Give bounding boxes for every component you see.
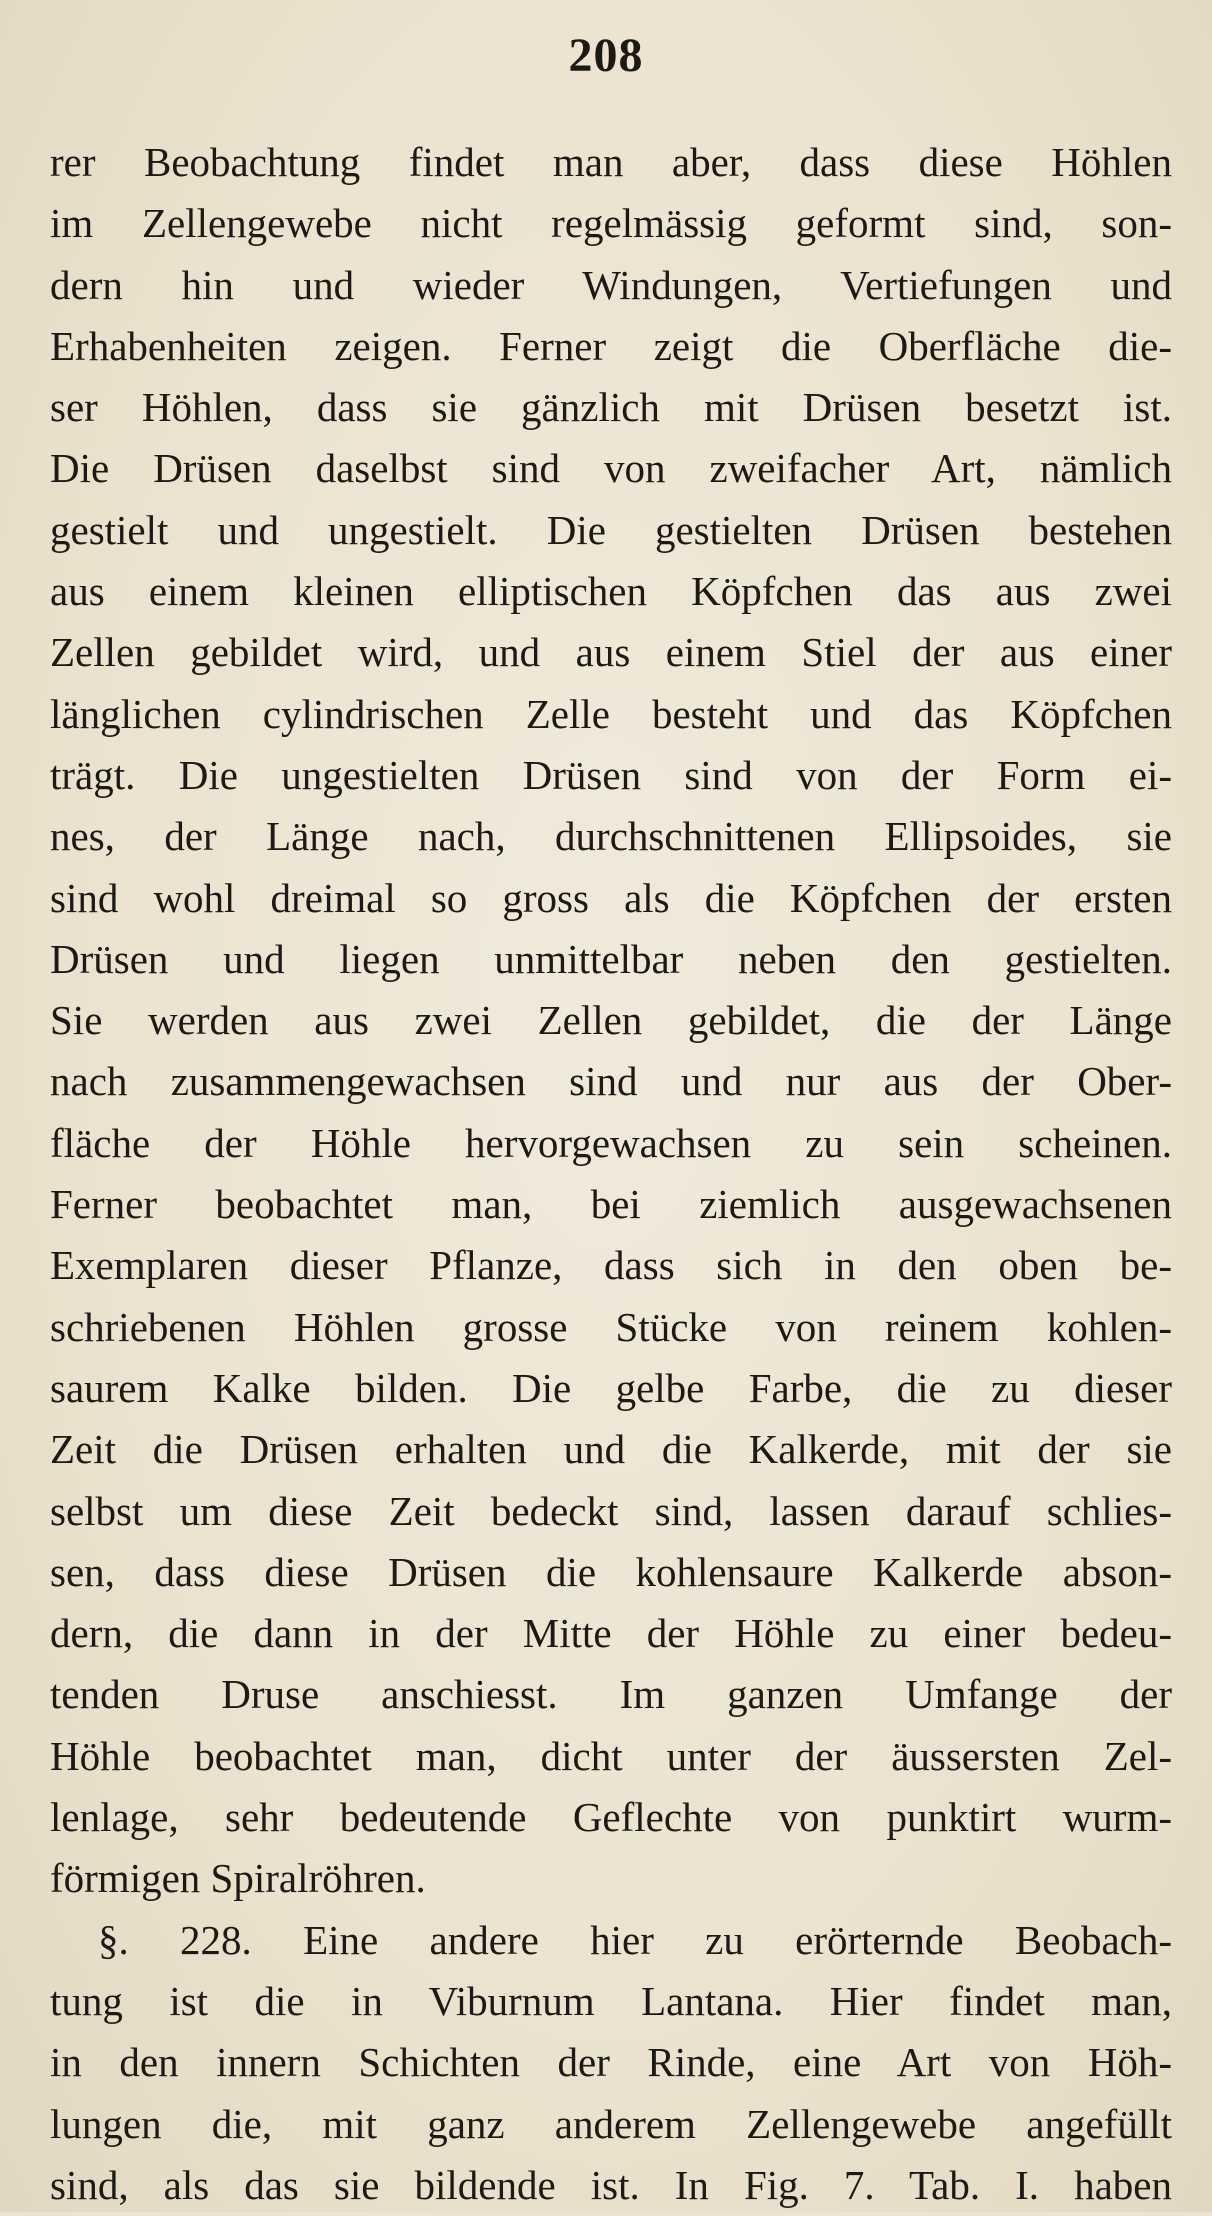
text-line: Drüsen und liegen unmittelbar neben den gestielten. [50,935,1172,982]
text-line: Höhle beobachtet man, dicht unter der äussersten Zel- [50,1732,1172,1779]
text-line: Zellen gebildet wird, und aus einem Stiel der aus einer [50,629,1172,676]
text-line: sen, dass diese Drüsen die kohlensaure Kalkerde abson- [50,1548,1172,1595]
text-line: nach zusammengewachsen sind und nur aus der Ober- [50,1058,1172,1105]
text-line: ser Höhlen, dass sie gänzlich mit Drüsen besetzt ist. [50,384,1172,431]
text-line: länglichen cylindrischen Zelle besteht und das Köpfchen [50,690,1172,737]
text-line: Zeit die Drüsen erhalten und die Kalkerde, mit der sie [50,1426,1172,1473]
body-text [50,132,1172,2216]
text-line: förmigen Spiralröhren. [50,1855,426,1902]
text-line: lenlage, sehr bedeutende Geflechte von punktirt wurm- [50,1794,1172,1841]
text-line: Sie werden aus zwei Zellen gebildet, die der Länge [50,997,1172,1044]
text-line: lungen die, mit ganz anderem Zellengewebe angefüllt [50,2100,1172,2147]
text-line: §. 228. Eine andere hier zu erörternde Beobach- [98,1916,1172,1963]
text-line: sind, als das sie bildende ist. In Fig. 7. Tab. I. haben [50,2161,1172,2208]
text-line: fläche der Höhle hervorgewachsen zu sein scheinen. [50,1119,1172,1166]
text-line: sind wohl dreimal so gross als die Köpfchen der ersten [50,874,1172,921]
text-line: Exemplaren dieser Pflanze, dass sich in den oben be- [50,1242,1172,1289]
text-line: rer Beobachtung findet man aber, dass diese Höhlen [50,139,1172,185]
text-line: trägt. Die ungestielten Drüsen sind von der Form ei- [50,751,1172,798]
text-line: saurem Kalke bilden. Die gelbe Farbe, die zu dieser [50,1364,1172,1411]
text-line: dern hin und wieder Windungen, Vertiefungen und [50,261,1172,308]
page-number: 208 [568,29,644,82]
text-line: in den innern Schichten der Rinde, eine Art von Höh- [50,2039,1172,2086]
text-line: schriebenen Höhlen grosse Stücke von reinem kohlen- [50,1303,1172,1350]
text-line: gestielt und ungestielt. Die gestielten Drüsen bestehen [50,506,1172,553]
text-line: Die Drüsen daselbst sind von zweifacher Art, nämlich [50,445,1172,492]
text-line: selbst um diese Zeit bedeckt sind, lassen darauf schlies- [50,1487,1172,1534]
text-line: nes, der Länge nach, durchschnittenen Ellipsoides, sie [50,813,1172,860]
text-line: tung ist die in Viburnum Lantana. Hier findet man, [50,1977,1172,2024]
text-line: Ferner beobachtet man, bei ziemlich ausgewachsenen [50,1181,1172,1228]
text-line: dern, die dann in der Mitte der Höhle zu einer bedeu- [50,1610,1172,1657]
text-line: Erhabenheiten zeigen. Ferner zeigt die Oberfläche die- [50,322,1172,369]
text-line: tenden Druse anschiesst. Im ganzen Umfange der [50,1671,1172,1718]
text-line: aus einem kleinen elliptischen Köpfchen das aus zwei [50,568,1172,615]
text-line: im Zellengewebe nicht regelmässig geformt sind, son- [50,200,1172,247]
